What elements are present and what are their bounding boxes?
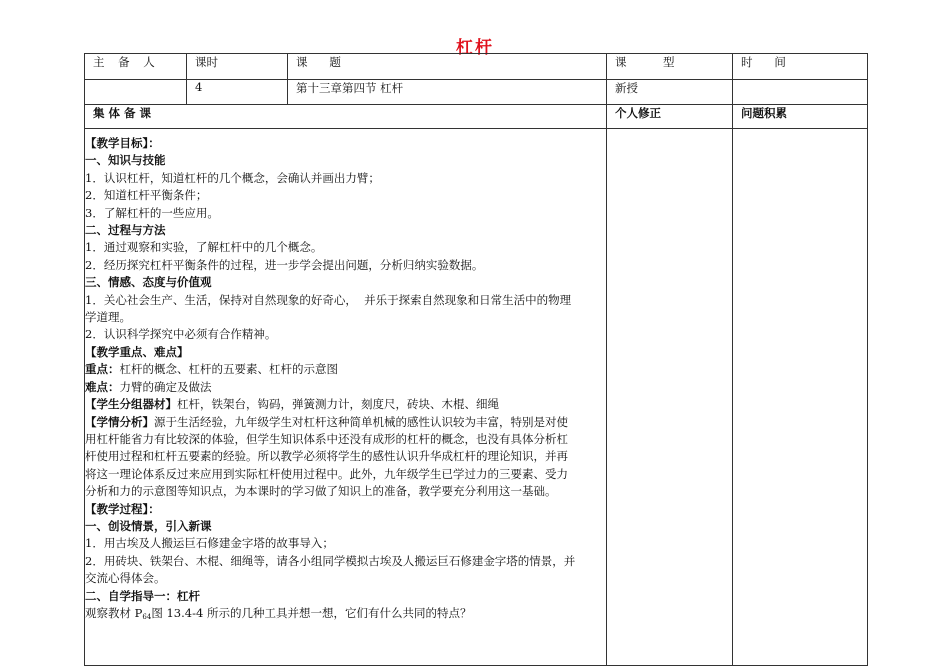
analysis-line-1: 【学情分析】源于生活经验，九年级学生对杠杆这种简单机械的感性认识较为丰富，特别是对使 [85,414,568,429]
header-period: 课时 [187,54,288,80]
analysis-line-2: 用杠杆能省力有比较深的体验，但学生知识体系中还没有成形的杠杆的概念，也没有具体分析杠 [85,431,568,446]
difficult-point [85,379,606,396]
equip-label: 【学生分组器材】 [85,397,177,412]
knowledge-heading: 一、知识与技能 [85,153,166,168]
procedure-heading: 【教学过程】： [85,501,160,516]
step1-item-1: 1．用古埃及人搬运巨石修建金字塔的故事导入； [85,536,334,551]
info-type: 新授 [607,80,733,105]
key-point [85,361,606,378]
content-row [85,129,868,666]
goals-heading: 【教学目标】： [85,136,160,150]
attitude-item-1a: 1．关心社会生产、生活，保持对自然现象的好奇心， 并乐于探索自然现象和日常生活中的物理 [85,292,572,307]
knowledge-item-2: 2．知道杠杆平衡条件； [85,188,208,203]
lesson-plan-table [84,53,868,666]
key-text: 杠杆的概念、杠杆的五要素、杠杆的示意图 [119,362,338,377]
key-heading: 【教学重点、难点】 [85,344,189,359]
header-type: 课 型 [607,54,733,80]
info-preparer [85,80,187,105]
page-title: 杠杆 [456,38,494,58]
equipment [85,396,606,413]
section-row [85,105,868,129]
section-collective: 集 体 备 课 [85,105,607,129]
process-heading: 二、过程与方法 [85,223,166,238]
process-item-1: 1．通过观察和实验，了解杠杆中的几个概念。 [85,240,323,255]
knowledge-item-3: 3．了解杠杆的一些应用。 [85,205,219,220]
section-problems: 问题积累 [733,105,868,129]
step1-item-2a: 2．用砖块、铁架台、木棍、细绳等，请各小组同学模拟古埃及人搬运巨石修建金字塔的情景，并 [85,553,576,568]
analysis-line-5: 分析和力的示意图等知识点，为本课时的学习做了知识上的准备，教学要充分利用这一基础。 [85,484,557,499]
personal-notes-cell[interactable] [607,129,733,666]
header-time: 时 间 [733,54,868,80]
section-personal: 个人修正 [607,105,733,129]
observe-line: 观察教材 $P_{64}$图 13.4-4 所示的几种工具并想一想，它们有什么共同的特点？ [85,605,472,621]
header-preparer: 主 备 人 [85,54,187,80]
info-topic: 第十三章第四节 杠杆 [288,80,607,105]
info-row [85,80,868,105]
process-item-2: 2．经历探究杠杆平衡条件的过程，进一步学会提出问题，分析归纳实验数据。 [85,257,484,272]
header-topic: 课 题 [288,54,607,80]
analysis-line-4: 将这一理论体系反过来应用到实际杠杆使用过程中。此外，九年级学生已学过力的三要素、受力 [85,466,568,481]
equip-text: 杠杆，铁架台，钩码，弹簧测力计，刻度尺，砖块、木棍、细绳 [177,397,499,412]
attitude-item-1b: 学道理。 [85,310,131,325]
analysis-line-3: 杆使用过程和杠杆五要素的经验。所以教学必须将学生的感性认识升华成杠杆的理论知识，并再 [85,449,568,464]
difficult-text: 力臂的确定及做法 [119,379,212,394]
step1-item-2b: 交流心得体会。 [85,571,166,586]
lesson-content [85,129,607,666]
difficult-label: 难点： [85,379,120,394]
header-row [85,54,868,80]
problems-cell[interactable] [733,129,868,666]
knowledge-item-1: 1．认识杠杆，知道杠杆的几个概念，会确认并画出力臂； [85,170,380,185]
analysis-label: 【学情分析】 [85,414,154,429]
info-period: 4 [187,80,288,105]
attitude-item-2: 2．认识科学探究中必须有合作精神。 [85,327,277,342]
info-time [733,80,868,105]
step1-heading: 一、创设情景，引入新课 [85,518,212,533]
key-label: 重点： [85,362,120,377]
attitude-heading: 三、情感、态度与价值观 [85,275,212,290]
step2-heading: 二、自学指导一：杠杆 [85,588,200,603]
